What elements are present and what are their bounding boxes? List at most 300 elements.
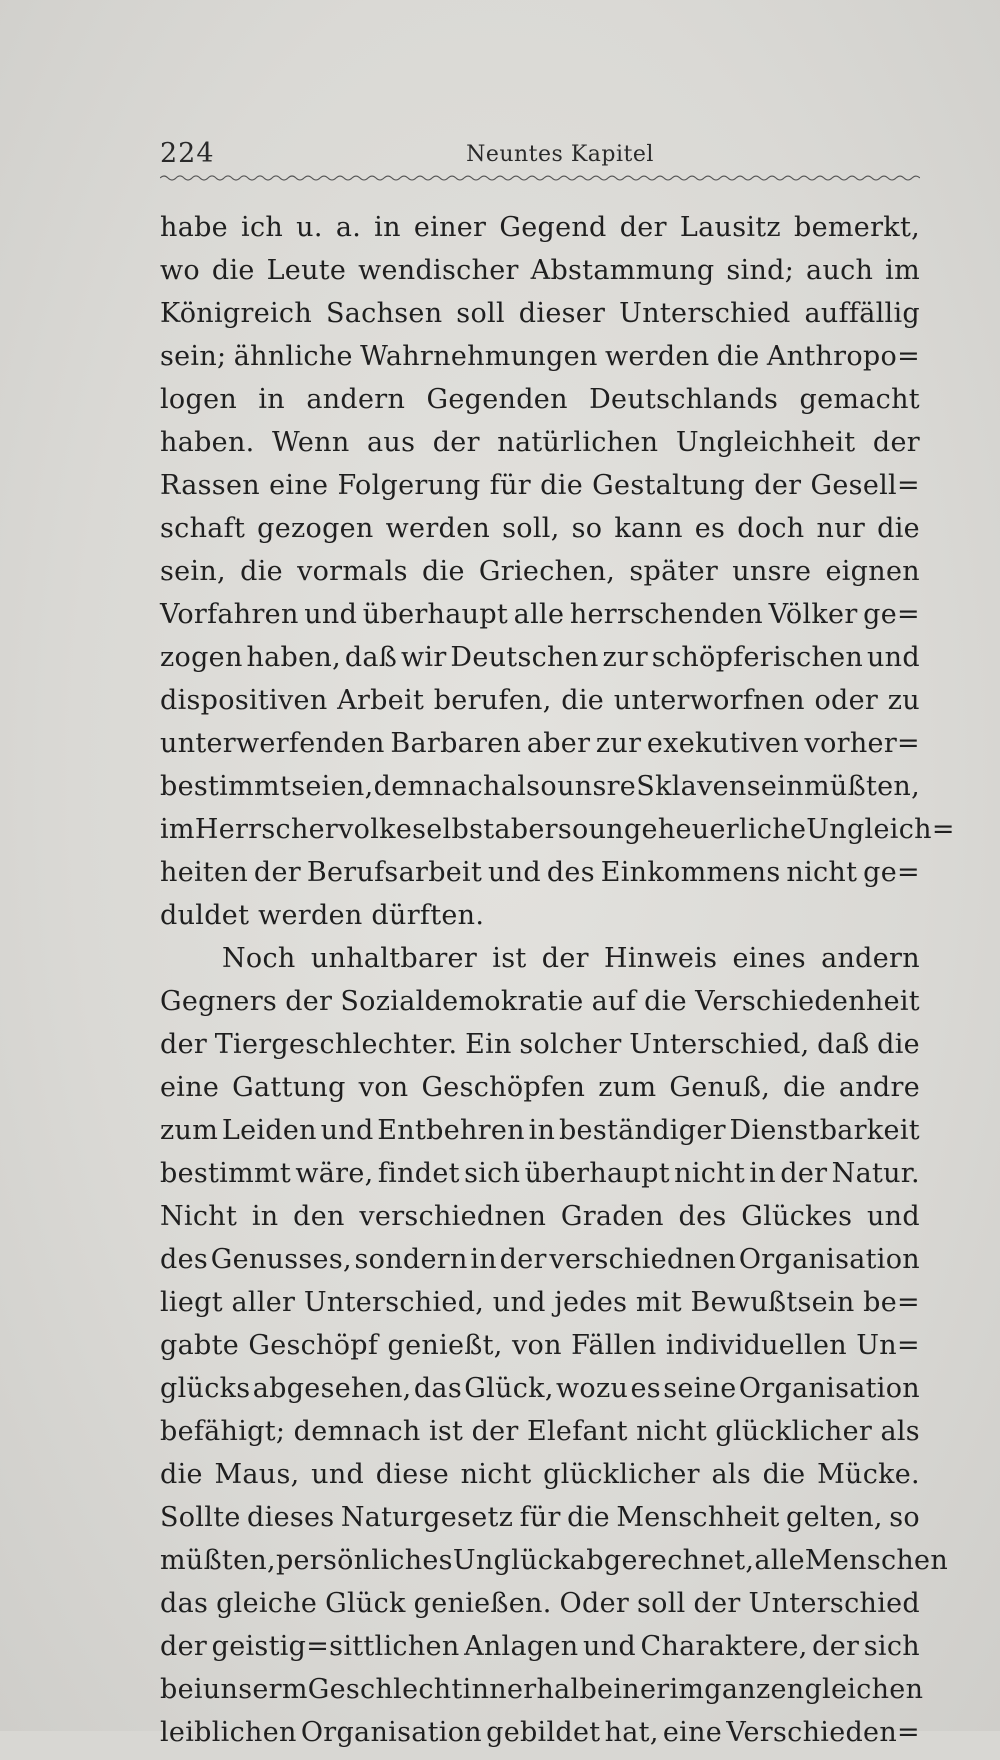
- word: im: [160, 814, 195, 845]
- text-line: [160, 1674, 924, 1717]
- word: müßten,: [804, 771, 920, 802]
- word: sich: [863, 1631, 920, 1662]
- word: gemacht: [799, 384, 920, 415]
- page-header: [160, 138, 920, 178]
- word: exekutiven: [646, 728, 799, 759]
- word: Sklaven: [636, 771, 747, 802]
- word: die: [783, 1072, 826, 1103]
- word: und: [492, 1287, 546, 1318]
- word: demnach: [373, 771, 501, 802]
- word: gleiche: [216, 1588, 318, 1619]
- word: innerhalb: [462, 1674, 598, 1705]
- word: die: [567, 1502, 610, 1533]
- word: die: [561, 685, 605, 716]
- word: gelten,: [785, 1502, 883, 1533]
- word: Unterschied,: [629, 1029, 810, 1060]
- text-line: [160, 1631, 920, 1674]
- word: bestimmt: [160, 771, 292, 802]
- text-line: [160, 1717, 920, 1760]
- word: die: [644, 986, 687, 1017]
- word: Geschöpf: [248, 1330, 379, 1361]
- word: und: [311, 1459, 365, 1490]
- word: später: [629, 556, 719, 587]
- word: mit: [635, 1287, 682, 1318]
- text-line: [160, 556, 920, 599]
- word: Geschöpfen: [421, 1072, 586, 1103]
- text-line: [160, 1115, 920, 1158]
- text-line: [160, 212, 920, 255]
- word: der: [160, 1631, 208, 1662]
- word: also: [500, 771, 557, 802]
- word: bemerkt,: [794, 212, 920, 243]
- word: haben.: [160, 427, 255, 458]
- word: in: [258, 384, 285, 415]
- word: Barbaren: [390, 728, 522, 759]
- word: zum: [598, 1072, 657, 1103]
- word: Hinweis: [604, 943, 718, 974]
- word: findet: [377, 1158, 460, 1189]
- word: Unglück: [452, 1545, 570, 1576]
- word: es: [630, 1373, 661, 1404]
- running-head: Neuntes Kapitel: [466, 142, 654, 167]
- word: in: [374, 212, 401, 243]
- word: ist: [492, 943, 527, 974]
- word: überhaupt: [524, 1158, 670, 1189]
- word: Verschiedenheit: [695, 986, 920, 1017]
- word: Ein: [465, 1029, 512, 1060]
- word: des: [678, 1201, 727, 1232]
- word: Mücke.: [817, 1459, 920, 1490]
- word: Anthropo=: [766, 341, 920, 372]
- word: Geschlecht: [307, 1674, 463, 1705]
- word: natürlichen: [497, 427, 659, 458]
- word: Vorfahren: [160, 599, 299, 630]
- word: kann: [614, 513, 683, 544]
- word: schöpferischen: [651, 642, 864, 673]
- word: Sollte: [160, 1502, 241, 1533]
- text-line: [160, 255, 920, 298]
- word: daß: [817, 1029, 870, 1060]
- word: Abstammung: [530, 255, 715, 286]
- word: und: [866, 1201, 920, 1232]
- text-line: [160, 728, 920, 771]
- word: Glück,: [464, 1373, 554, 1404]
- word: Königreich: [160, 298, 313, 329]
- word: Griechen,: [478, 556, 616, 587]
- word: dieser: [518, 298, 606, 329]
- word: die: [716, 341, 760, 372]
- word: Maus,: [214, 1459, 300, 1490]
- word: die: [762, 1459, 806, 1490]
- word: selbst: [412, 814, 495, 845]
- word: nicht: [636, 1416, 707, 1447]
- text-line: [160, 1502, 920, 1545]
- word: Menschheit: [616, 1502, 780, 1533]
- word: solcher: [519, 1029, 622, 1060]
- word: Leute: [266, 255, 347, 286]
- word: Glückes: [741, 1201, 853, 1232]
- word: verschiednen: [549, 1244, 737, 1275]
- word: Natur.: [831, 1158, 920, 1189]
- text-line: [160, 1029, 920, 1072]
- word: auf: [591, 986, 636, 1017]
- word: Ungleich=: [806, 814, 955, 845]
- word: der: [780, 1158, 828, 1189]
- body-text: [160, 212, 955, 1760]
- text-line: [160, 1373, 920, 1416]
- word: gabte: [160, 1330, 239, 1361]
- word: aber: [494, 814, 558, 845]
- word: das: [413, 1373, 462, 1404]
- word: im: [669, 1674, 705, 1705]
- word: der: [253, 857, 301, 888]
- word: Deutschen: [450, 642, 599, 673]
- word: für: [519, 1502, 561, 1533]
- word: Unterschied: [619, 298, 791, 329]
- text-line: [160, 986, 920, 1029]
- word: Wenn: [272, 427, 350, 458]
- word: zur: [595, 728, 642, 759]
- word: der: [499, 1244, 547, 1275]
- word: abgerechnet,: [569, 1545, 755, 1576]
- word: soll: [637, 1588, 686, 1619]
- text-line: [160, 427, 920, 470]
- word: seien,: [291, 771, 374, 802]
- word: Anlagen: [464, 1631, 579, 1662]
- word: Berufsarbeit: [306, 857, 483, 888]
- word: der: [541, 943, 589, 974]
- word: Gattung: [232, 1072, 346, 1103]
- word: die: [160, 1459, 203, 1490]
- word: die: [877, 1029, 920, 1060]
- word: Naturgesetz: [340, 1502, 514, 1533]
- text-line: [160, 857, 920, 900]
- text-line: [160, 1287, 920, 1330]
- word: eines: [732, 943, 806, 974]
- word: gezogen: [257, 513, 374, 544]
- word: bestimmt: [160, 1158, 292, 1189]
- word: unterworfnen: [613, 685, 805, 716]
- word: ganzen: [704, 1674, 805, 1705]
- word: alle: [754, 1545, 805, 1576]
- word: Unterschied: [748, 1588, 920, 1619]
- word: zu: [887, 685, 920, 716]
- word: so: [889, 1502, 920, 1533]
- text-line: [160, 685, 920, 728]
- word: auch: [806, 255, 874, 286]
- word: in: [528, 1115, 556, 1146]
- word: logen: [160, 384, 238, 415]
- word: a.: [335, 212, 362, 243]
- word: wäre,: [295, 1158, 374, 1189]
- word: Sachsen: [325, 298, 443, 329]
- word: Herrschervolke: [194, 814, 413, 845]
- word: bei: [160, 1674, 203, 1705]
- word: ähnliche: [233, 341, 353, 372]
- word: unterwerfenden: [160, 728, 385, 759]
- word: der: [812, 1631, 860, 1662]
- word: alle: [513, 599, 565, 630]
- word: sein,: [160, 556, 226, 587]
- word: ist: [428, 1416, 464, 1447]
- word: andern: [306, 384, 406, 415]
- word: sich: [464, 1158, 521, 1189]
- word: der: [471, 1416, 519, 1447]
- word: unhaltbarer: [310, 943, 478, 974]
- word: habe: [160, 212, 228, 243]
- word: Völker: [768, 599, 858, 630]
- word: daß: [344, 642, 398, 673]
- word: zur: [602, 642, 648, 673]
- word: diese: [375, 1459, 449, 1490]
- text-line: [160, 341, 920, 384]
- word: individuellen: [665, 1330, 847, 1361]
- word: Gestaltung: [592, 470, 746, 501]
- word: be=: [863, 1287, 920, 1318]
- word: Gegners: [160, 986, 278, 1017]
- text-line: duldet werden dürften.: [160, 900, 485, 931]
- word: die: [540, 470, 583, 501]
- text-line: [160, 1459, 920, 1502]
- word: eignen: [825, 556, 920, 587]
- word: Charaktere,: [640, 1631, 808, 1662]
- word: ich: [241, 212, 284, 243]
- word: Leiden: [221, 1115, 317, 1146]
- word: zum: [160, 1115, 219, 1146]
- word: Elefant: [526, 1416, 628, 1447]
- word: Gesell=: [810, 470, 920, 501]
- word: Organisation: [738, 1373, 920, 1404]
- word: werden: [385, 513, 491, 544]
- word: oder: [814, 685, 879, 716]
- word: überhaupt: [362, 599, 509, 630]
- word: glücks: [160, 1373, 251, 1404]
- text-line: [160, 1158, 920, 1201]
- page-number: 224: [160, 138, 215, 169]
- word: schaft: [160, 513, 246, 544]
- word: und: [582, 1631, 636, 1662]
- word: Lausitz: [679, 212, 781, 243]
- text-line: [160, 470, 920, 513]
- word: sind;: [726, 255, 795, 286]
- text-line: [160, 384, 920, 427]
- text-line: [160, 513, 920, 556]
- word: im: [885, 255, 920, 286]
- word: des: [160, 1244, 209, 1275]
- word: in: [749, 1158, 776, 1189]
- word: und: [320, 1115, 374, 1146]
- word: haben,: [246, 642, 341, 673]
- word: Unterschied,: [303, 1287, 485, 1318]
- word: und: [488, 857, 541, 888]
- text-line: [160, 1330, 920, 1373]
- word: persönliches: [275, 1545, 453, 1576]
- word: befähigt;: [160, 1416, 286, 1447]
- word: Bewußtsein: [690, 1287, 855, 1318]
- word: Gegend: [499, 212, 607, 243]
- text-line: [160, 1416, 920, 1459]
- word: Tiergeschlechter.: [214, 1029, 458, 1060]
- word: der: [619, 212, 667, 243]
- word: nicht: [674, 1158, 746, 1189]
- word: der: [432, 427, 480, 458]
- word: sondern: [354, 1244, 468, 1275]
- word: der: [872, 427, 920, 458]
- word: Deutschlands: [589, 384, 779, 415]
- word: nicht: [460, 1459, 532, 1490]
- word: der: [160, 1029, 208, 1060]
- word: aber: [526, 728, 591, 759]
- word: des: [546, 857, 595, 888]
- text-line: [160, 771, 920, 814]
- word: demnach: [293, 1416, 421, 1447]
- word: Wahrnehmungen: [360, 341, 598, 372]
- word: Sozialdemokratie: [340, 986, 584, 1017]
- word: Menschen: [804, 1545, 949, 1576]
- text-line: [160, 298, 920, 341]
- text-line: [160, 1588, 920, 1631]
- word: Oder: [559, 1588, 630, 1619]
- word: gebildet: [486, 1717, 601, 1748]
- word: leiblichen: [160, 1717, 297, 1748]
- word: Organisation: [738, 1244, 920, 1275]
- word: müßten,: [160, 1545, 276, 1576]
- word: wozu: [556, 1373, 629, 1404]
- word: es: [694, 513, 726, 544]
- word: heiten: [160, 857, 249, 888]
- word: ge=: [863, 599, 920, 630]
- word: unsre: [732, 556, 812, 587]
- word: der: [754, 470, 802, 501]
- word: Organisation: [300, 1717, 482, 1748]
- word: Folgerung: [337, 470, 481, 501]
- word: der: [285, 986, 333, 1017]
- ornamental-rule: [160, 173, 920, 183]
- word: zogen: [160, 642, 243, 673]
- word: Entbehren: [377, 1115, 525, 1146]
- word: auffällig: [804, 298, 920, 329]
- word: eine: [269, 470, 329, 501]
- word: eine: [160, 1072, 220, 1103]
- word: Graden: [560, 1201, 664, 1232]
- word: liegt: [160, 1287, 223, 1318]
- word: einer: [597, 1674, 670, 1705]
- word: Un=: [856, 1330, 920, 1361]
- word: Arbeit: [337, 685, 425, 716]
- word: Genuß,: [669, 1072, 771, 1103]
- word: gleichen: [804, 1674, 924, 1705]
- word: hat,: [604, 1717, 659, 1748]
- word: Einkommens: [600, 857, 781, 888]
- word: Verschieden=: [726, 1717, 920, 1748]
- word: als: [880, 1416, 920, 1447]
- word: von: [358, 1072, 409, 1103]
- word: wendischer: [358, 255, 519, 286]
- word: unsre: [557, 771, 637, 802]
- word: soll,: [502, 513, 560, 544]
- word: vormals: [297, 556, 408, 587]
- word: die: [421, 556, 465, 587]
- text-line: [160, 1072, 920, 1115]
- text-line: [160, 1545, 949, 1588]
- word: so: [571, 513, 603, 544]
- word: genießen.: [413, 1588, 552, 1619]
- word: u.: [296, 212, 323, 243]
- word: nur: [816, 513, 866, 544]
- word: sein;: [160, 341, 227, 372]
- word: Fällen: [571, 1330, 657, 1361]
- word: in: [251, 1201, 279, 1232]
- word: Glück: [325, 1588, 406, 1619]
- word: geistig=sittlichen: [211, 1631, 460, 1662]
- word: seine: [663, 1373, 737, 1404]
- word: einer: [413, 212, 487, 243]
- word: dieses: [247, 1502, 335, 1533]
- word: genießt,: [387, 1330, 503, 1361]
- word: aus: [366, 427, 416, 458]
- word: Noch: [222, 943, 296, 974]
- word: andern: [821, 943, 920, 974]
- word: der: [693, 1588, 741, 1619]
- word: als: [711, 1459, 751, 1490]
- text-line: [160, 943, 920, 986]
- word: glücklicher: [543, 1459, 700, 1490]
- word: doch: [737, 513, 805, 544]
- word: und: [866, 642, 920, 673]
- word: Rassen: [160, 470, 260, 501]
- text-line: [160, 1201, 920, 1244]
- word: unserm: [202, 1674, 308, 1705]
- word: glücklicher: [715, 1416, 873, 1447]
- word: Genusses,: [210, 1244, 352, 1275]
- word: Gegenden: [426, 384, 568, 415]
- word: so: [557, 814, 589, 845]
- word: wir: [400, 642, 447, 673]
- word: den: [293, 1201, 345, 1232]
- word: eine: [662, 1717, 723, 1748]
- word: in: [470, 1244, 497, 1275]
- word: und: [304, 599, 358, 630]
- word: dispositiven: [160, 685, 328, 716]
- word: sein: [746, 771, 804, 802]
- word: Nicht: [160, 1201, 238, 1232]
- word: die: [240, 556, 283, 587]
- word: ge=: [863, 857, 920, 888]
- word: die: [877, 513, 920, 544]
- text-line: [160, 814, 955, 857]
- text-line: [160, 599, 920, 642]
- word: vorher=: [804, 728, 920, 759]
- text-line: [160, 642, 920, 685]
- word: jedes: [554, 1287, 628, 1318]
- word: die: [211, 255, 255, 286]
- word: andre: [838, 1072, 920, 1103]
- word: berufen,: [433, 685, 552, 716]
- word: Dienstbarkeit: [729, 1115, 920, 1146]
- word: abgesehen,: [252, 1373, 412, 1404]
- text-line: [160, 1244, 920, 1287]
- word: Ungleichheit: [675, 427, 856, 458]
- word: wo: [160, 255, 200, 286]
- word: aller: [231, 1287, 296, 1318]
- word: herrschenden: [569, 599, 763, 630]
- word: beständiger: [558, 1115, 726, 1146]
- word: ungeheuerliche: [588, 814, 807, 845]
- word: das: [160, 1588, 209, 1619]
- word: soll: [456, 298, 505, 329]
- word: verschiednen: [359, 1201, 547, 1232]
- word: für: [489, 470, 531, 501]
